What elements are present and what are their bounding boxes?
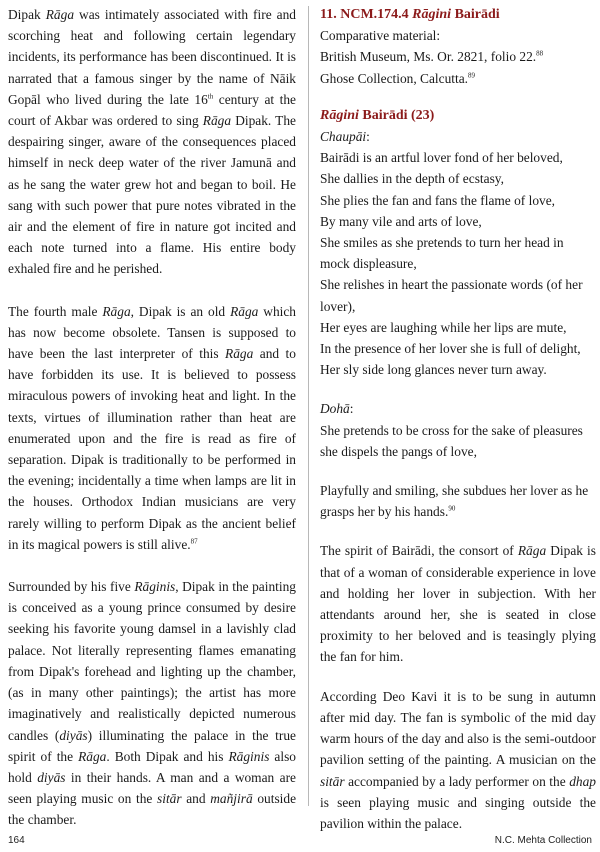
paragraph-painting-description-text: , Dipak in the painting is conceived as a young prince consumed by desire seeking his favorite young damsel in a lavishly clad palace. Not literally representing flames emanating from Dipak's forehead and lighting up the chamber, (as in many other paintings); the artist has more imaginatively and realistically depicted numerous candles ( xyxy=(8,579,296,743)
verse-line: Her eyes are laughing while her lips are mute, xyxy=(320,319,567,335)
paragraph-painting-description-text: outside the chamber. xyxy=(8,791,297,828)
footnote-ref: th xyxy=(207,92,214,101)
entry-heading-text: 11. NCM.174.4 xyxy=(320,7,413,22)
chaupai-label-text: Chaupāi xyxy=(320,129,367,145)
italic-term: dhap xyxy=(569,773,596,789)
collection-credit: N.C. Mehta Collection xyxy=(494,835,592,846)
italic-term: Rāga xyxy=(78,748,107,764)
paragraph-bairadi-spirit-text: Dipak is that of a woman of considerable experience in love and holding her lover in subjection. With her attendants around her, she is seated in close proximity to her beloved and is teasingly plying the fan for him. xyxy=(320,543,596,665)
verse-line: In the presence of her lover she is full of delight, xyxy=(320,341,581,357)
paragraph-dipak-obsolete-text: and to have forbidden its use. It is believed to possess miraculous powers of invoking heat and light. In the texts, virtues of illumination rather than heat are enumerated upon and the fire is read as fire of separation. Dipak is traditionally to be performed in the evening; incidentally a time when lamps are lit in the houses. Orthodox Indian musicians are very rarely willing to perform Dipak as the ancient belief in its magical powers is still alive. xyxy=(8,346,296,552)
paragraph-dipak-obsolete-text: which has now become obsolete. Tansen is supposed to have been the last interpreter of this xyxy=(8,303,297,362)
comparative-source-ghose xyxy=(320,68,596,89)
paragraph-dipak-obsolete-text: The fourth male xyxy=(8,303,103,319)
paragraph-dipak-obsolete xyxy=(8,301,296,555)
italic-term: Rāga xyxy=(230,303,259,319)
italic-term: Rāgini xyxy=(412,7,452,22)
verse-line: She plies the fan and fans the flame of love, xyxy=(320,192,556,208)
paragraph-painting-description-text: ) illuminating the palace in the true spirit of the xyxy=(8,727,296,764)
paragraph-bairadi-spirit-text: The spirit of Bairādi, the consort of xyxy=(320,543,518,559)
paragraph-painting-description-text: also hold xyxy=(8,748,296,785)
paragraph-painting-description-text: and xyxy=(181,791,211,807)
doha-line-2-text: Playfully and smiling, she subdues her lover as he grasps her by his hands. xyxy=(320,483,589,520)
footnote-ref: 88 xyxy=(536,49,544,58)
italic-term: Rāga xyxy=(202,113,232,129)
italic-term: mañjirā xyxy=(210,791,253,807)
footnote-ref: 89 xyxy=(468,71,476,80)
paragraph-deo-kavi-text: accompanied by a lady performer on the xyxy=(344,773,570,789)
verse-line: She relishes in heart the passionate words (of her lover), xyxy=(320,277,583,314)
ragini-subheading-text: Bairādi (23) xyxy=(358,107,435,123)
paragraph-deo-kavi-text: According Deo Kavi it is to be sung in autumn after mid day. The fan is symbolic of the mid day warm hours of the day and also is the semi-outdoor pavilion setting of the painting. A musician on the xyxy=(320,688,596,768)
footnote-ref: 87 xyxy=(190,537,198,546)
paragraph-dipak-legend-text: century at the court of Akbar was ordered to sing xyxy=(8,91,296,129)
italic-term: Rāga xyxy=(102,303,131,319)
doha-label-text: Dohā xyxy=(320,401,350,417)
italic-term: Rāga xyxy=(517,543,547,559)
doha-label: Dohā: xyxy=(320,401,354,417)
paragraph-dipak-obsolete-text: , Dipak is an old xyxy=(130,303,231,319)
paragraph-deo-kavi-text: is seen playing music and singing outside the pavilion within the palace. xyxy=(320,794,596,831)
page-number: 164 xyxy=(8,835,25,846)
paragraph-painting-description-text: . Both Dipak and his xyxy=(106,748,229,764)
comparative-source-british-museum xyxy=(320,46,596,67)
entry-heading xyxy=(320,4,596,25)
paragraph-dipak-legend xyxy=(8,4,296,280)
italic-term: sitār xyxy=(320,773,345,789)
paragraph-dipak-legend-text: Dipak xyxy=(8,7,46,22)
doha-line-1: She pretends to be cross for the sake of pleasures she dispels the pangs of love, xyxy=(320,422,583,459)
entry-heading-text: Bairādi xyxy=(451,7,500,22)
italic-term: Rāga xyxy=(45,7,75,22)
italic-term: Rāginis xyxy=(228,748,270,764)
italic-term: diyās xyxy=(59,727,88,743)
verse-line: By many vile and arts of love, xyxy=(320,213,482,229)
paragraph-deo-kavi xyxy=(320,686,596,834)
paragraph-painting-description xyxy=(8,576,296,830)
comparative-source-british-museum-text: British Museum, Ms. Or. 2821, folio 22. xyxy=(320,49,537,65)
paragraph-dipak-legend-text: Dipak. The despairing singer, aware of the consequences placed himself in neck deep water of the river Jamunā and as he sang the water grew hot and began to boil. He sang with such power that pure notes vibrated in the air and the element of fire in nature got incited and each note turned into a flame. His entire body exhaled fire and he perished. xyxy=(8,113,296,277)
paragraph-painting-description-text: in their hands. A man and a woman are seen playing music on the xyxy=(8,769,296,807)
italic-term: sitār xyxy=(157,791,182,807)
italic-term: Rāga xyxy=(225,346,254,362)
paragraph-painting-description-text: Surrounded by his five xyxy=(8,579,135,595)
italic-term: Rāgini xyxy=(320,107,359,123)
verse-line: She smiles as she pretends to turn her head in mock displeasure, xyxy=(320,235,564,272)
ragini-subheading xyxy=(320,105,596,126)
verse-line: Bairādi is an artful lover fond of her beloved, xyxy=(320,150,563,166)
chaupai-verse xyxy=(320,147,596,380)
footnote-ref: 90 xyxy=(448,504,456,513)
column-divider xyxy=(308,6,309,806)
verse-line: Her sly side long glances never turn away. xyxy=(320,362,547,378)
doha-line-2 xyxy=(320,480,596,522)
paragraph-bairadi-spirit xyxy=(320,540,596,667)
verse-line: She dallies in the depth of ecstasy, xyxy=(320,171,504,187)
right-column xyxy=(320,4,596,834)
chaupai-label: Chaupāi: xyxy=(320,129,370,145)
left-column xyxy=(8,4,296,852)
comparative-source-ghose-text: Ghose Collection, Calcutta. xyxy=(320,70,469,86)
comparative-material-label: Comparative material: xyxy=(320,28,441,44)
paragraph-dipak-legend-text: was intimately associated with fire and scorching heat and following certain legendary incidents, its performance has been discontinued. It is narrated that a famous singer by the name of Nāik Gopāl who lived during the late 16 xyxy=(8,7,296,107)
italic-term: diyās xyxy=(37,769,66,785)
italic-term: Rāginis xyxy=(134,579,176,595)
